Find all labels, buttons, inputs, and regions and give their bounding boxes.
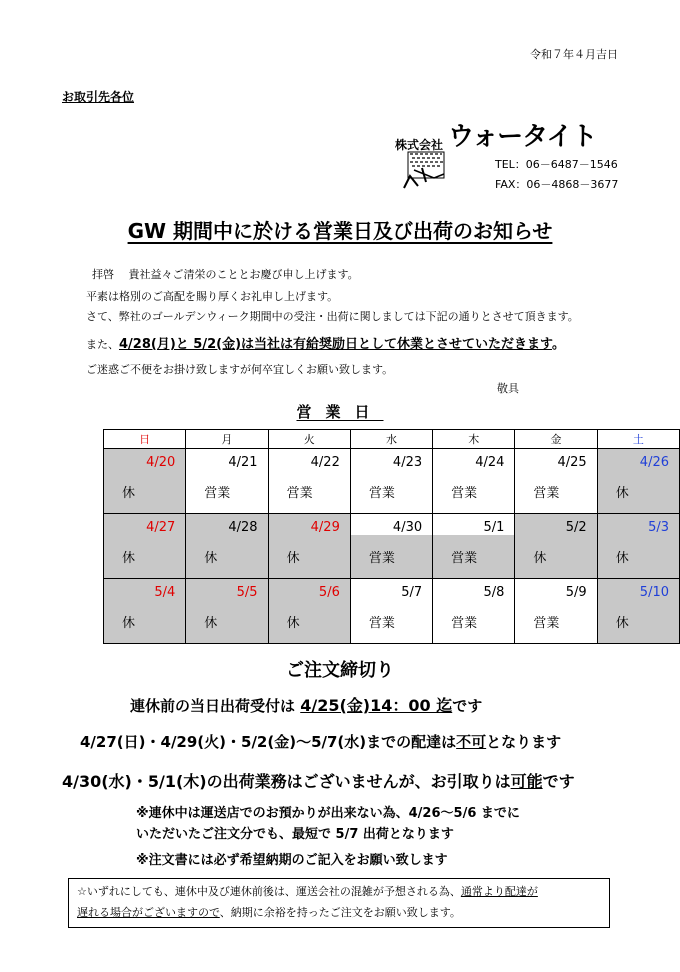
calendar-status: 営業 bbox=[433, 535, 515, 579]
calendar-date: 4/29 bbox=[268, 514, 350, 536]
deadline-line-3: 4/30(水)・5/1(木)の出荷業務はございませんが、お引取りは可能です bbox=[62, 772, 575, 791]
calendar-title: 営業日 bbox=[296, 403, 384, 421]
calendar-status: 営業 bbox=[350, 535, 432, 579]
calendar-date: 5/5 bbox=[186, 579, 268, 601]
calendar-status: 営業 bbox=[433, 600, 515, 644]
calendar-date: 5/2 bbox=[515, 514, 597, 536]
calendar-status: 休 bbox=[597, 535, 679, 579]
calendar-date: 4/26 bbox=[597, 449, 679, 471]
calendar-date: 4/28 bbox=[186, 514, 268, 536]
weekday-header: 月 bbox=[186, 430, 268, 449]
calendar-status: 休 bbox=[186, 535, 268, 579]
calendar-date: 4/27 bbox=[104, 514, 186, 536]
note-3: ※注文書には必ず希望納期のご記入をお願い致します bbox=[136, 853, 448, 868]
greeting-line-3: さて、弊社のゴールデンウィーク期間中の受注・出荷に関しましては下記の通りとさせて頂きます。 bbox=[86, 310, 579, 323]
calendar-date: 4/25 bbox=[515, 449, 597, 471]
greeting-line-2: 平素は格別のご高配を賜り厚くお礼申し上げます。 bbox=[86, 290, 339, 303]
calendar-date: 5/8 bbox=[433, 579, 515, 601]
calendar-date: 4/23 bbox=[350, 449, 432, 471]
calendar-date: 5/7 bbox=[350, 579, 432, 601]
calendar-status: 営業 bbox=[515, 470, 597, 514]
footer-note-box: ☆いずれにしても、連休中及び連休前後は、運送会社の混雑が予想される為、通常より配達が 遅れる場合がございますので、納期に余裕を持ったご注文をお願い致します。 bbox=[68, 878, 610, 928]
calendar-date: 5/10 bbox=[597, 579, 679, 601]
calendar-status: 休 bbox=[104, 600, 186, 644]
calendar-status: 営業 bbox=[186, 470, 268, 514]
deadline-title: ご注文締切り bbox=[286, 660, 394, 681]
business-calendar bbox=[103, 429, 680, 644]
weekday-header: 火 bbox=[268, 430, 350, 449]
calendar-status: 休 bbox=[515, 535, 597, 579]
calendar-date: 4/21 bbox=[186, 449, 268, 471]
calendar-status: 休 bbox=[104, 535, 186, 579]
contact-info bbox=[495, 155, 618, 195]
calendar-status: 営業 bbox=[433, 470, 515, 514]
calendar-status: 休 bbox=[268, 600, 350, 644]
calendar-date: 4/20 bbox=[104, 449, 186, 471]
weekday-header: 水 bbox=[350, 430, 432, 449]
document-title: GW 期間中に於ける営業日及び出荷のお知らせ bbox=[127, 219, 553, 243]
weekday-header: 金 bbox=[515, 430, 597, 449]
weekday-header: 土 bbox=[597, 430, 679, 449]
calendar-status: 休 bbox=[597, 470, 679, 514]
calendar-status: 休 bbox=[268, 535, 350, 579]
fax: FAX：06－4868－3677 bbox=[495, 178, 619, 191]
greeting-line-4: また、4/28(月)と 5/2(金)は当社は有給奨励日として休業とさせていただきます。 bbox=[86, 337, 565, 352]
calendar-status: 休 bbox=[104, 470, 186, 514]
calendar-status: 休 bbox=[186, 600, 268, 644]
deadline-line-1: 連休前の当日出荷受付は 4/25(金)14：00 迄です bbox=[130, 696, 483, 715]
closing: 敬具 bbox=[497, 382, 519, 395]
company-prefix: 株式会社 bbox=[395, 138, 444, 152]
issue-date: 令和７年４月吉日 bbox=[530, 48, 618, 61]
deadline-line-2: 4/27(日)・4/29(火)・5/2(金)～5/7(水)までの配達は不可となります bbox=[80, 733, 562, 751]
calendar-date: 4/24 bbox=[433, 449, 515, 471]
greeting-line-5: ご迷惑ご不便をお掛け致しますが何卒宜しくお願い致します。 bbox=[86, 363, 394, 376]
tel: TEL：06－6487－1546 bbox=[495, 158, 618, 171]
calendar-date: 5/6 bbox=[268, 579, 350, 601]
weekday-header: 木 bbox=[433, 430, 515, 449]
company-logo-icon bbox=[400, 148, 450, 192]
calendar-status: 営業 bbox=[350, 600, 432, 644]
calendar-status: 営業 bbox=[515, 600, 597, 644]
calendar-date: 5/1 bbox=[433, 514, 515, 536]
calendar-status: 営業 bbox=[350, 470, 432, 514]
note-1: ※連休中は運送店でのお預かりが出来ない為、4/26～5/6 までに bbox=[136, 806, 520, 821]
note-2: いただいたご注文分でも、最短で 5/7 出荷となります bbox=[136, 827, 454, 842]
company-logo-text: ウォータイト bbox=[448, 122, 597, 152]
greeting-line-1: 拝啓 貴社益々ご清栄のこととお慶び申し上げます。 bbox=[92, 268, 359, 281]
weekday-header: 日 bbox=[104, 430, 186, 449]
calendar-status: 休 bbox=[597, 600, 679, 644]
calendar-date: 5/4 bbox=[104, 579, 186, 601]
calendar-date: 5/3 bbox=[597, 514, 679, 536]
calendar-date: 5/9 bbox=[515, 579, 597, 601]
calendar-date: 4/22 bbox=[268, 449, 350, 471]
addressee: お取引先各位 bbox=[62, 90, 135, 104]
calendar-date: 4/30 bbox=[350, 514, 432, 536]
calendar-status: 営業 bbox=[268, 470, 350, 514]
